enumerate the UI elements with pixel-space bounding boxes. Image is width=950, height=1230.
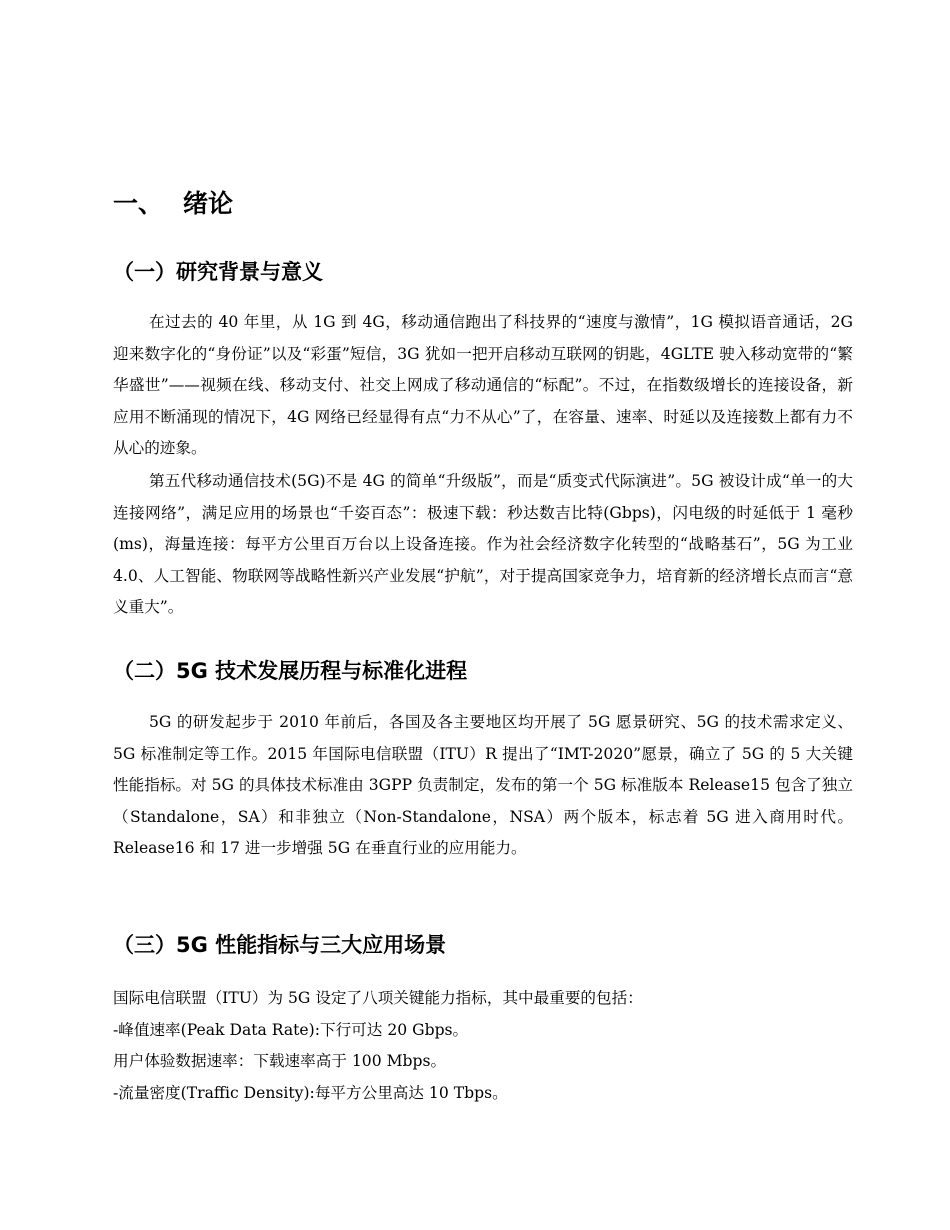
- chapter-title: 绪论: [183, 189, 234, 218]
- metric-user-rate: 用户体验数据速率：下载速率高于 100 Mbps。: [113, 1052, 447, 1070]
- section-heading-background: （一）研究背景与意义: [113, 260, 323, 284]
- chapter-number: 一、: [113, 189, 164, 218]
- paragraph-history: 5G 的研发起步于 2010 年前后，各国及各主要地区均开展了 5G 愿景研究、5G 的技术需求定义、5G 标准制定等工作。2015 年国际电信联盟（ITU）R 提出了“IMT-2020”愿景，确立了 5G 的 5 大关键性能指标。对 5G 的具体技术标准由 3GPP 负责制定，发布的第一个 5G 标准版本 Release15 包含了独立（Standalone，SA）和非独立（Non-Standalone，NSA）两个版本，标志着 5G 进入商用时代。Release16 和 17 进一步增强 5G 在垂直行业的应用能力。: [113, 713, 853, 858]
- paragraph-background-2: 第五代移动通信技术(5G)不是 4G 的简单“升级版”，而是“质变式代际演进”。5G 被设计成“单一的大连接网络”，满足应用的场景也“千姿百态”：极速下载：秒达数吉比特(Gbps)，闪电级的时延低于 1 毫秒(ms)，海量连接：每平方公里百万台以上设备连接。作为社会经济数字化转型的“战略基石”，5G 为工业 4.0、人工智能、物联网等战略性新兴产业发展“护航”，对于提高国家竞争力，培育新的经济增长点而言“意义重大”。: [113, 472, 853, 617]
- metric-traffic-density: -流量密度(Traffic Density):每平方公里高达 10 Tbps。: [113, 1084, 508, 1102]
- section-heading-metrics: （三）5G 性能指标与三大应用场景: [113, 933, 447, 957]
- metric-peak-rate: -峰值速率(Peak Data Rate):下行可达 20 Gbps。: [113, 1021, 469, 1039]
- paragraph-background-1: 在过去的 40 年里，从 1G 到 4G，移动通信跑出了科技界的“速度与激情”，1G 模拟语音通话，2G 迎来数字化的“身份证”以及“彩蛋”短信，3G 犹如一把开启移动互联网的钥匙，4GLTE 驶入移动宽带的“繁华盛世”——视频在线、移动支付、社交上网成了移动通信的“标配”。不过，在指数级增长的连接设备，新应用不断涌现的情况下，4G 网络已经显得有点“力不从心”了，在容量、速率、时延以及连接数上都有力不从心的迹象。: [113, 313, 853, 458]
- section-heading-history: （二）5G 技术发展历程与标准化进程: [113, 659, 468, 683]
- metrics-intro-line: 国际电信联盟（ITU）为 5G 设定了八项关键能力指标，其中最重要的包括：: [113, 989, 643, 1007]
- chapter-heading: [113, 186, 233, 222]
